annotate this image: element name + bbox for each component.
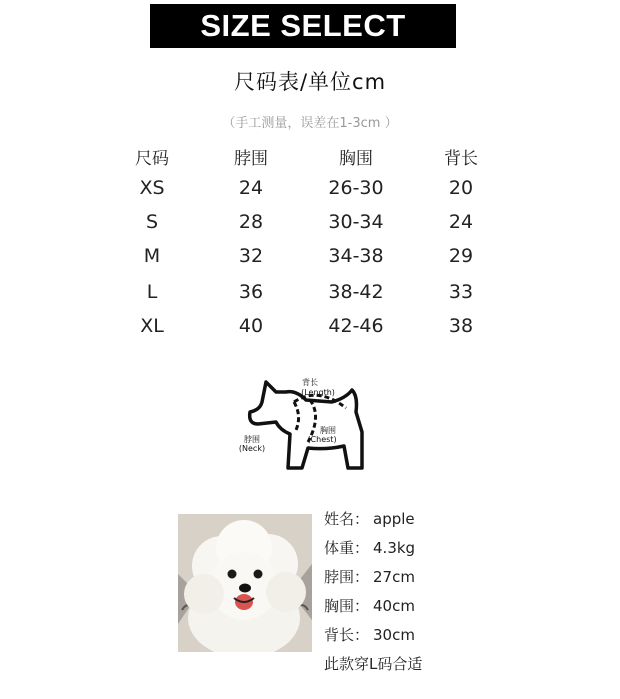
info-key: 脖围： (324, 568, 370, 586)
info-key: 胸围： (324, 597, 370, 615)
info-line-chest (324, 595, 524, 624)
neck-label-en: (Neck) (238, 444, 266, 453)
length-cell: 24 (448, 211, 474, 233)
poodle-image (178, 514, 312, 652)
neck-cell: 40 (238, 315, 264, 337)
length-cell: 20 (448, 177, 474, 199)
size-cell: XS (139, 177, 165, 199)
info-key: 背长： (324, 626, 370, 644)
size-cell: S (145, 211, 159, 233)
header-neck: 脖围 (234, 149, 268, 169)
banner-title: SIZE SELECT (200, 8, 406, 43)
table-header-row (0, 144, 620, 174)
chest-cell: 26-30 (328, 177, 384, 199)
size-cell: XL (140, 315, 164, 337)
chest-cell: 34-38 (328, 245, 384, 267)
info-line-name (324, 508, 524, 537)
chest-label-en: (Chest) (307, 435, 337, 444)
chest-label-cn: 胸围 (320, 426, 336, 435)
chest-cell: 30-34 (328, 211, 384, 233)
neck-cell: 36 (238, 281, 264, 303)
header-size: 尺码 (135, 149, 169, 169)
size-cell: L (146, 281, 158, 303)
info-line-length (324, 624, 524, 653)
size-recommendation: 此款穿L码合适 (324, 655, 423, 673)
table-row (0, 315, 620, 345)
info-key: 体重： (324, 539, 370, 557)
length-label-cn: 背长 (302, 378, 318, 387)
dog-measurement-diagram (236, 372, 370, 474)
table-row (0, 211, 620, 241)
length-cell: 29 (448, 245, 474, 267)
info-key: 姓名： (324, 510, 370, 528)
neck-cell: 32 (238, 245, 264, 267)
header-chest: 胸围 (339, 149, 373, 169)
info-value: apple (373, 510, 415, 528)
header-length: 背长 (444, 149, 478, 169)
chest-cell: 42-46 (328, 315, 384, 337)
info-value: 4.3kg (373, 539, 416, 557)
model-dog-photo (178, 514, 312, 652)
neck-cell: 24 (238, 177, 264, 199)
info-line-weight (324, 537, 524, 566)
length-cell: 33 (448, 281, 474, 303)
length-cell: 38 (448, 315, 474, 337)
chest-cell: 38-42 (328, 281, 384, 303)
neck-measure-line (294, 402, 299, 430)
neck-label-cn: 脖围 (244, 435, 260, 444)
size-select-banner (150, 4, 456, 48)
info-value: 30cm (373, 626, 415, 644)
info-value: 40cm (373, 597, 415, 615)
size-cell: M (143, 245, 161, 267)
table-row (0, 245, 620, 275)
info-line-neck (324, 566, 524, 595)
neck-cell: 28 (238, 211, 264, 233)
measurement-note: （手工测量，误差在1-3cm ） (222, 116, 398, 131)
model-info (324, 508, 524, 682)
chart-subtitle: 尺码表/单位cm (233, 70, 387, 94)
table-row (0, 281, 620, 311)
info-value: 27cm (373, 568, 415, 586)
table-row (0, 177, 620, 207)
length-label-en: (Length) (301, 388, 335, 397)
